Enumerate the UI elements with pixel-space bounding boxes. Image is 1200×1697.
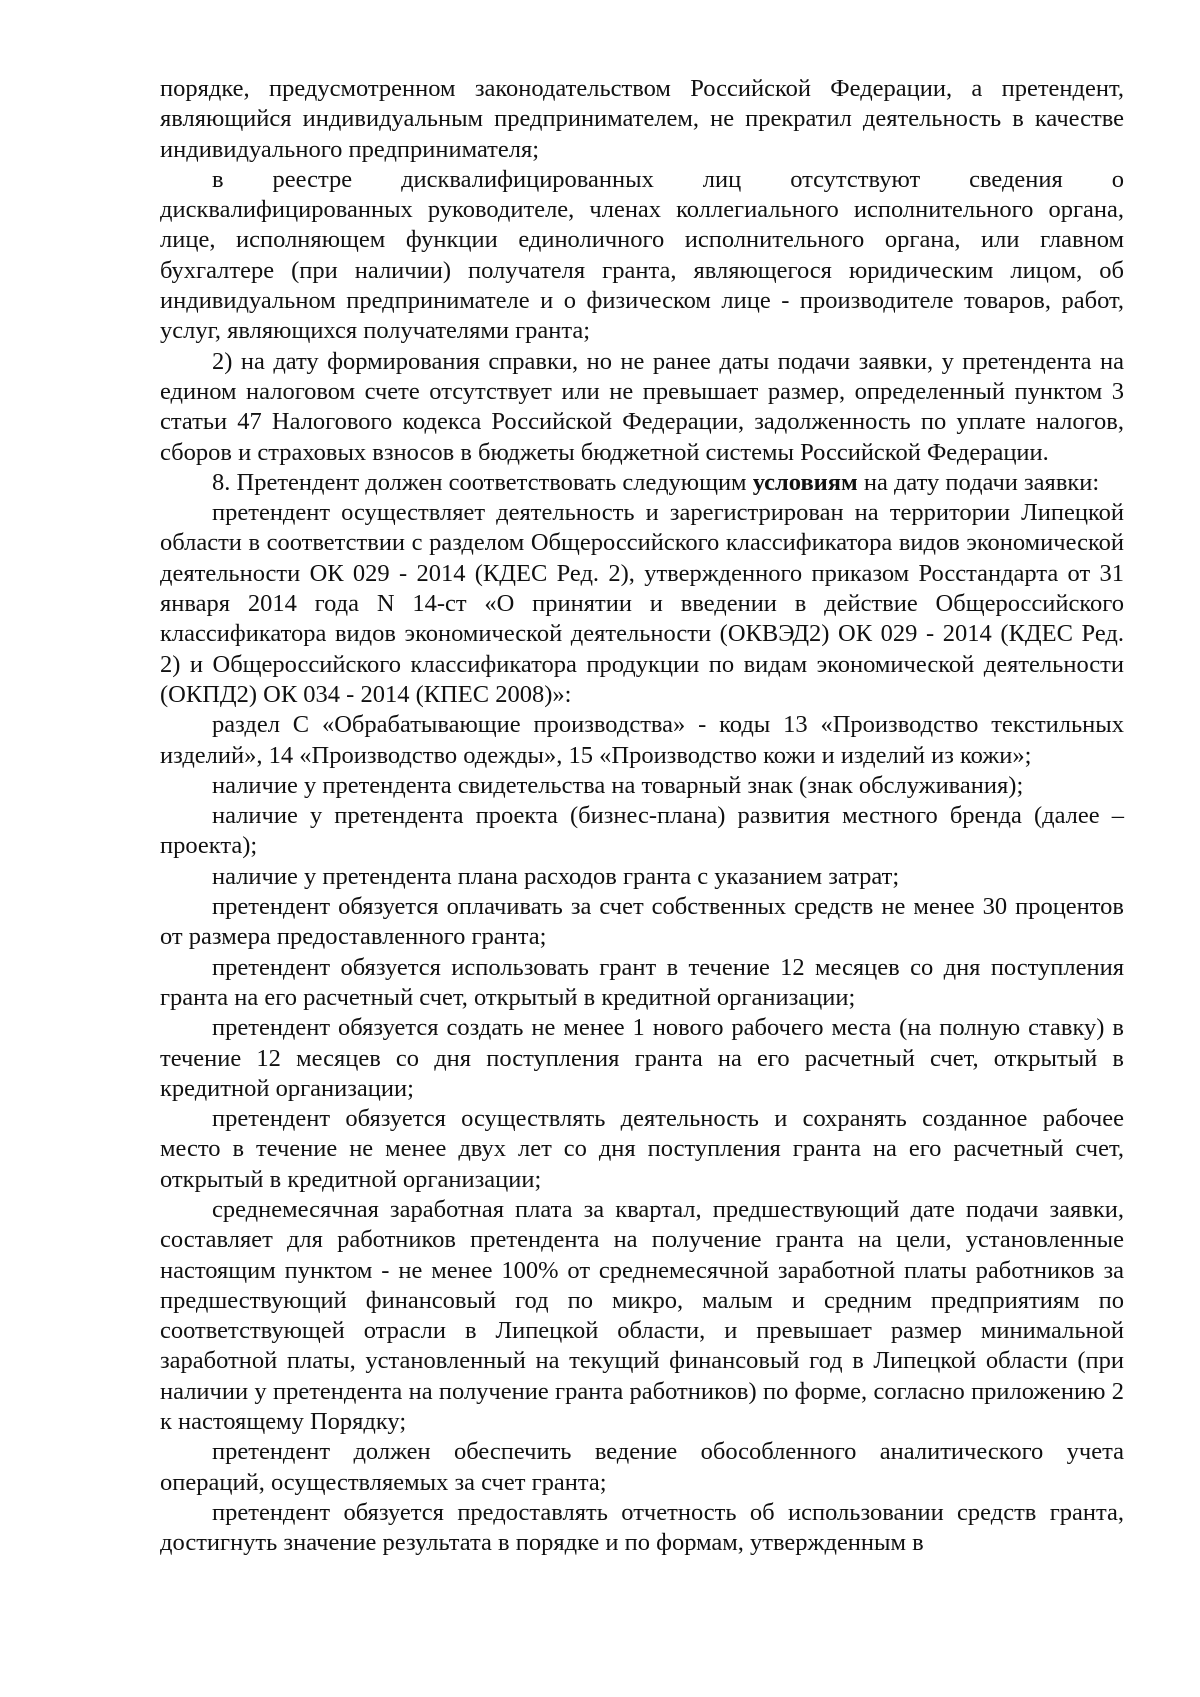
paragraph: претендент обязуется оплачивать за счет собственных средств не менее 30 процентов от размера предоставленного гранта;	[160, 893, 1124, 951]
paragraph-text: на дату подачи заявки:	[857, 468, 1100, 496]
paragraph-conditions-intro	[160, 468, 1124, 498]
paragraph: претендент обязуется осуществлять деятельность и сохранять созданное рабочее место в течение не менее двух лет со дня поступления гранта на его расчетный счет, открытый в кредитной организации;	[160, 1105, 1124, 1193]
paragraph: наличие у претендента свидетельства на товарный знак (знак обслуживания);	[212, 771, 1024, 799]
paragraph: в реестре дисквалифицированных лиц отсутствуют сведения о дисквалифицированных руководителе, членах коллегиального исполнительного органа, лице, исполняющем функции единоличного исполнительного органа, или главном бухгалтере (при наличии) получателя гранта, являющегося юридическим лицом, об индивидуальном предпринимателе и о физическом лице - производителе товаров, работ, услуг, являющихся получателями гранта;	[160, 165, 1124, 345]
paragraph: среднемесячная заработная плата за квартал, предшествующий дате подачи заявки, составляет для работников претендента на получение гранта на цели, установленные настоящим пунктом - не менее 100% от среднемесячной заработной платы работников за предшествующий финансовый год по микро, малым и средним предприятиям по соответствующей отрасли в Липецкой области, и превышает размер минимальной заработной платы, установленный на текущий финансовый год в Липецкой области (при наличии у претендента на получение гранта работников) по форме, согласно приложению 2 к настоящему Порядку;	[160, 1195, 1124, 1436]
bold-term: условиям	[752, 468, 858, 496]
paragraph: наличие у претендента проекта (бизнес-плана) развития местного бренда (далее – проекта);	[160, 802, 1124, 860]
paragraph: 2) на дату формирования справки, но не ранее даты подачи заявки, у претендента на едином налоговом счете отсутствует или не превышает размер, определенный пунктом 3 статьи 47 Налогового кодекса Российской Федерации, задолженность по уплате налогов, сборов и страховых взносов в бюджеты бюджетной системы Российской Федерации.	[160, 347, 1124, 466]
paragraph: претендент обязуется создать не менее 1 нового рабочего места (на полную ставку) в течение 12 месяцев со дня поступления гранта на его расчетный счет, открытый в кредитной организации;	[160, 1014, 1124, 1102]
paragraph: претендент должен обеспечить ведение обособленного аналитического учета операций, осуществляемых за счет гранта;	[160, 1438, 1124, 1496]
paragraph: претендент обязуется использовать грант в течение 12 месяцев со дня поступления гранта на его расчетный счет, открытый в кредитной организации;	[160, 953, 1124, 1011]
paragraph: наличие у претендента плана расходов гранта с указанием затрат;	[212, 862, 900, 890]
paragraph: порядке, предусмотренном законодательством Российской Федерации, а претендент, являющийся индивидуальным предпринимателем, не прекратил деятельность в качестве индивидуального предпринимателя;	[160, 75, 1124, 163]
paragraph: претендент осуществляет деятельность и зарегистрирован на территории Липецкой области в соответствии с разделом Общероссийского классификатора видов экономической деятельности ОК 029 - 2014 (КДЕС Ред. 2), утвержденного приказом Росстандарта от 31 января 2014 года N 14-ст «О принятии и введении в действие Общероссийского классификатора видов экономической деятельности (ОКВЭД2) ОК 029 - 2014 (КДЕС Ред. 2) и Общероссийского классификатора продукции по видам экономической деятельности (ОКПД2) ОК 034 - 2014 (КПЕС 2008)»:	[160, 499, 1124, 708]
paragraph: претендент обязуется предоставлять отчетность об использовании средств гранта, достигнуть значение результата в порядке и по формам, утвержденным в	[160, 1498, 1124, 1557]
paragraph: раздел С «Обрабатывающие производства» - коды 13 «Производство текстильных изделий», 14 «Производство одежды», 15 «Производство кожи и изделий из кожи»;	[160, 711, 1124, 769]
paragraph-text: 8. Претендент должен соответствовать следующим	[212, 468, 753, 496]
document-body	[160, 74, 1124, 1559]
